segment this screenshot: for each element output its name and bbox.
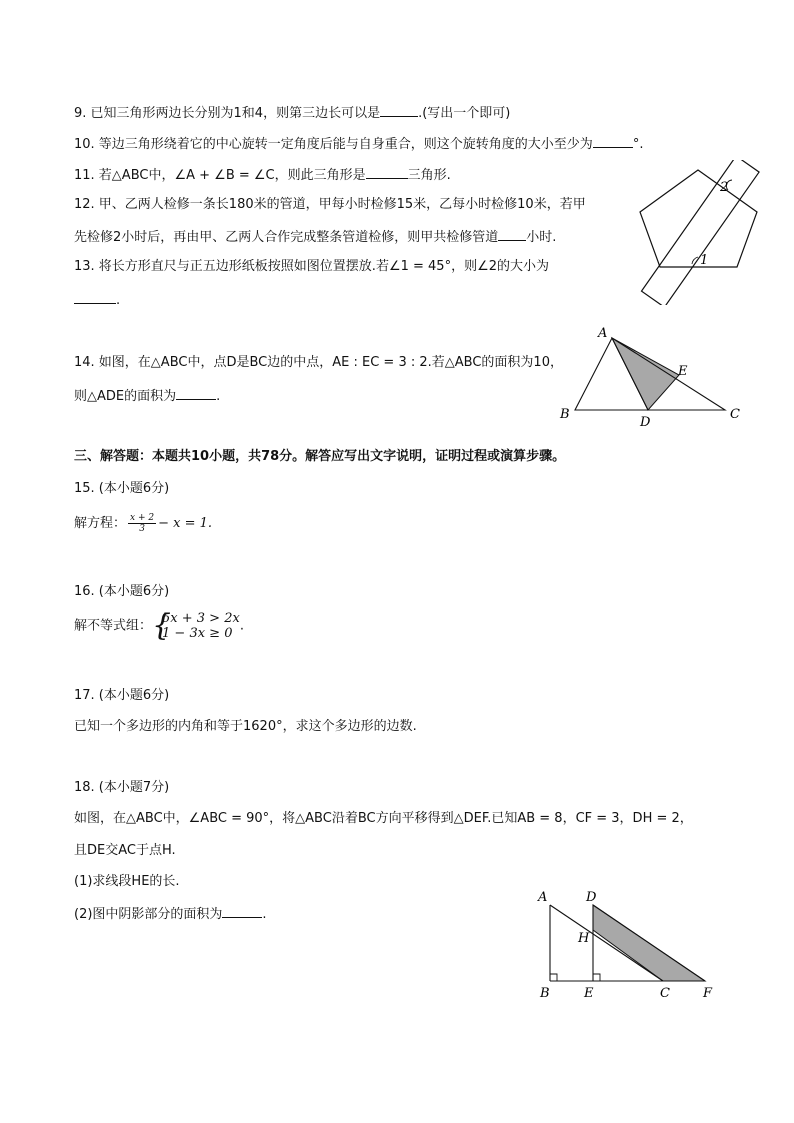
question-11 [74,165,451,185]
question-13-line-1: 13. 将长方形直尺与正五边形纸板按照如图位置摆放.若∠1 = 45°，则∠2的大小为 [74,259,549,274]
answer-blank [498,227,526,241]
fraction [128,513,156,534]
question-12-line-2 [74,227,556,247]
inequality-2: 1 − 3x ≥ 0 [162,626,233,641]
question-9 [74,103,510,123]
question-14-line-2 [74,386,220,406]
answer-blank [222,904,262,918]
fraction-denominator: 3 [139,524,145,534]
label-b: B [560,407,570,422]
fraction-numerator: x + 2 [130,513,155,523]
question-16-suffix: . [239,618,244,634]
question-14-text: 则△ADE的面积为 [74,389,177,404]
inequality-system: { 5x + 3 > 2x 1 − 3x ≥ 0 [152,608,240,643]
pentagon-shape [640,170,757,267]
right-angle-mark-e [593,974,600,981]
right-angle-mark-b [550,974,557,981]
figure-translated-triangles [530,885,730,1005]
question-12-line-1: 12. 甲、乙两人检修一条长180米的管道，甲每小时检修15米，乙每小时检修10米，若甲 [74,197,586,212]
question-18-part-1: (1)求线段HE的长. [74,874,180,889]
label-d: D [640,415,651,430]
inequality-1: 5x + 3 > 2x [162,611,240,626]
question-15-body [74,513,212,535]
question-17-text: 已知一个多边形的内角和等于1620°，求这个多边形的边数. [74,719,417,734]
answer-blank [176,386,216,400]
question-12-suffix: 小时. [526,230,557,245]
question-16-body [74,608,244,643]
question-18-line-2: 且DE交AC于点H. [74,843,176,858]
question-18-header: 18. (本小题7分) [74,780,170,795]
label-f: F [703,986,713,1001]
question-10-suffix: °. [632,137,644,152]
answer-blank [380,103,418,117]
angle-1-label: 1 [700,253,709,268]
question-15-prefix: 解方程： [74,516,127,531]
question-12-text: 先检修2小时后，再由甲、乙两人合作完成整条管道检修，则甲共检修管道 [74,230,499,245]
question-17-header: 17. (本小题6分) [74,688,170,703]
question-9-hint: .(写出一个即可) [418,106,511,121]
label-b: B [540,986,550,1001]
question-16-header: 16. (本小题6分) [74,584,170,599]
ruler-shape [641,160,759,305]
label-c: C [730,407,740,422]
label-a: A [598,326,608,341]
equation-rest: − x = 1. [158,516,213,531]
question-11-suffix: 三角形. [407,168,451,183]
question-13-line-2 [74,290,120,310]
question-18-part-2 [74,904,267,924]
question-18-part-2-suffix: . [262,907,267,922]
answer-blank [74,290,116,304]
angle-2-label: 2 [720,180,729,195]
question-10-text: 10. 等边三角形绕着它的中心旋转一定角度后能与自身重合，则这个旋转角度的大小至少为 [74,137,593,152]
question-10 [74,134,643,154]
question-9-text: 9. 已知三角形两边长分别为1和4，则第三边长可以是 [74,106,381,121]
label-d: D [586,890,597,905]
label-a: A [538,890,548,905]
label-h: H [578,931,590,946]
answer-blank [366,165,408,179]
label-c: C [660,986,670,1001]
figure-pentagon-ruler [620,160,770,305]
question-11-text: 11. 若△ABC中，∠A + ∠B = ∠C，则此三角形是 [74,168,366,183]
question-13-suffix: . [116,293,121,308]
question-18-line-1: 如图，在△ABC中，∠ABC = 90°，将△ABC沿着BC方向平移得到△DEF.已知AB = 8，CF = 3，DH = 2， [74,811,693,826]
question-18-part-2-text: (2)图中阴影部分的面积为 [74,907,223,922]
answer-blank [593,134,633,148]
section-3-title: 三、解答题：本题共10小题，共78分。解答应写出文字说明，证明过程或演算步骤。 [74,449,566,464]
question-16-prefix: 解不等式组： [74,618,153,634]
label-e: E [584,986,594,1001]
label-e: E [678,364,688,379]
figure-triangle-abc [550,320,750,430]
question-14-line-1: 14. 如图，在△ABC中，点D是BC边的中点，AE : EC = 3 : 2.若△ABC的面积为10， [74,355,563,370]
question-14-suffix: . [216,389,221,404]
question-15-header: 15. (本小题6分) [74,481,170,496]
